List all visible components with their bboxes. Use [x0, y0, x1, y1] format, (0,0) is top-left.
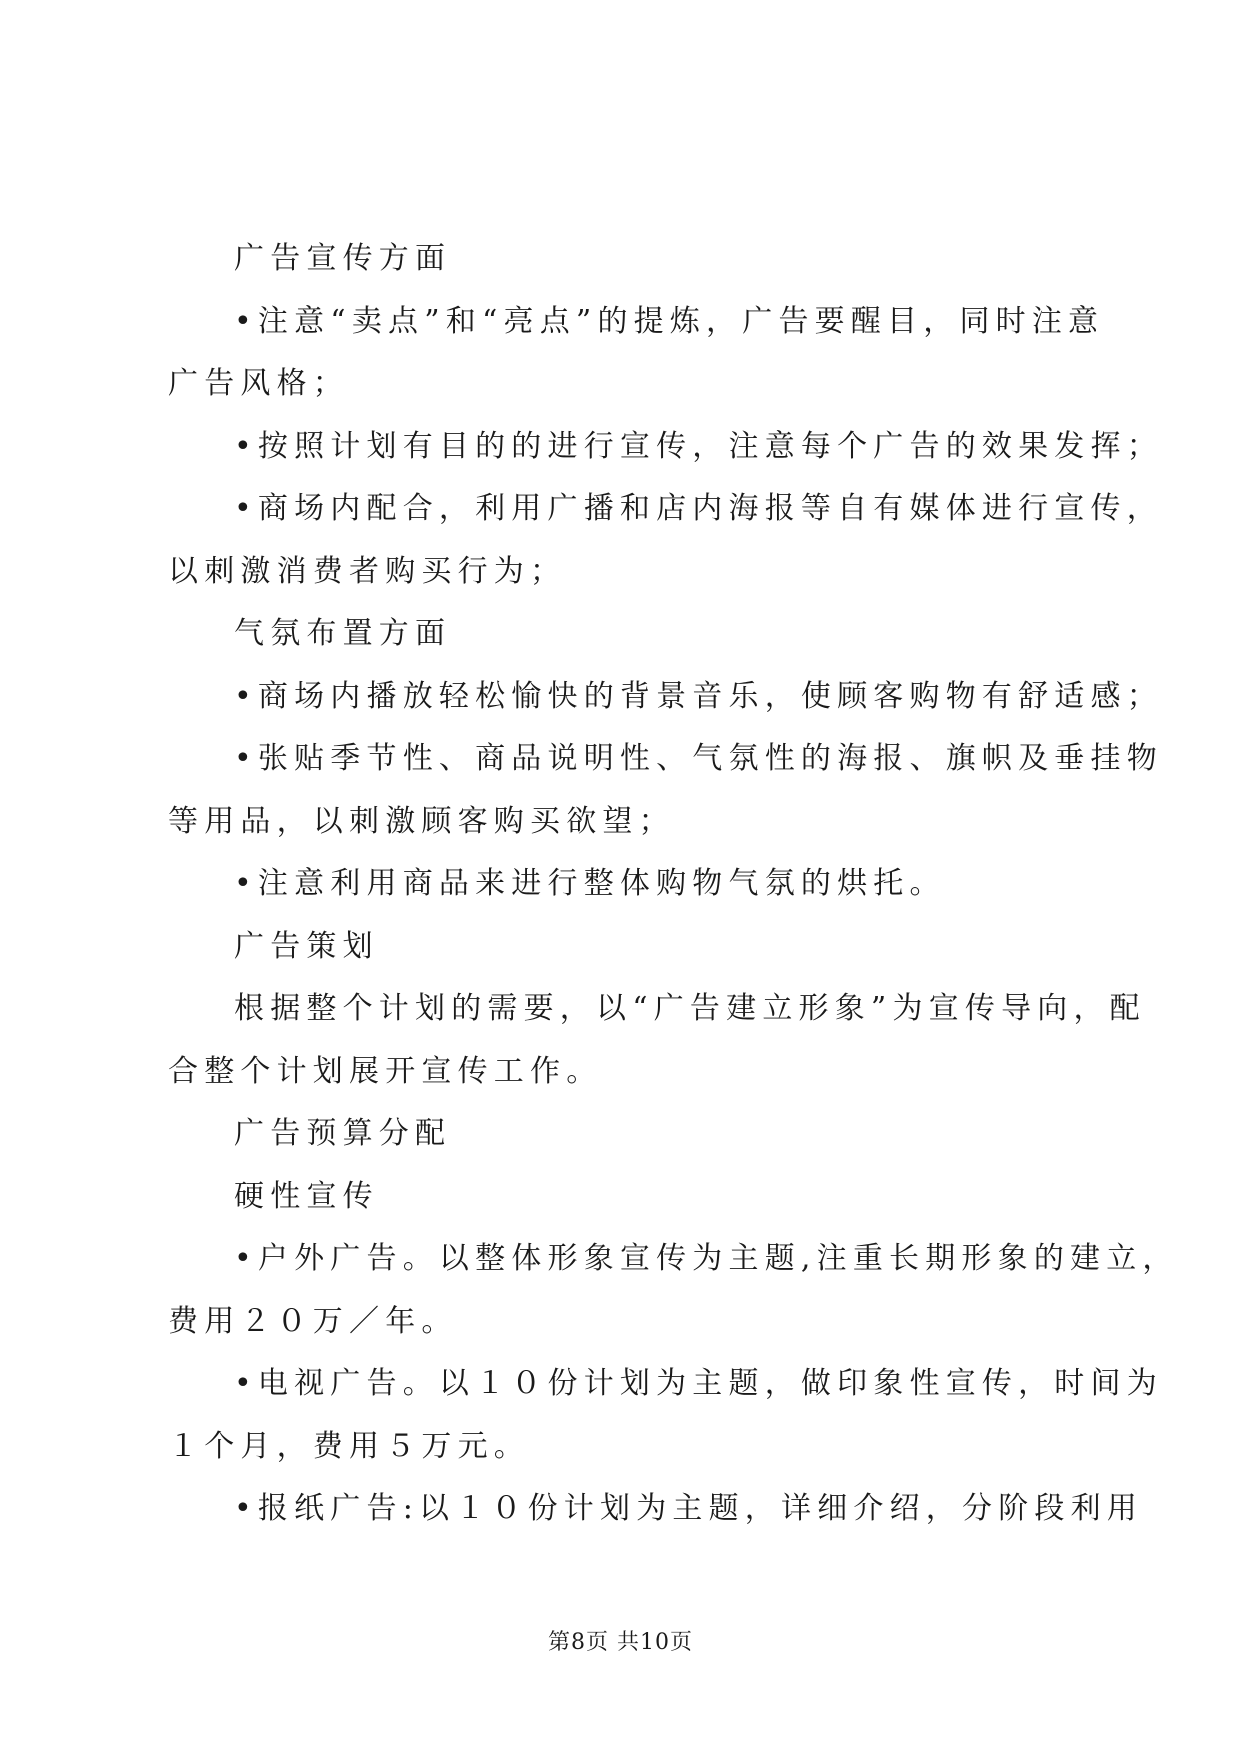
text-line: 等用品，以刺激顾客购买欲望；	[168, 803, 675, 839]
page-footer: 第8页 共10页	[548, 1630, 693, 1655]
text-line: 广告预算分配	[234, 1116, 452, 1151]
document-body	[168, 228, 1179, 1541]
text-line: •商场内播放轻松愉快的背景音乐，使顾客购物有舒适感；	[234, 678, 1163, 714]
text-line: 广告风格；	[168, 366, 349, 401]
text-line: •注意利用商品来进行整体购物气氛的烘托。	[234, 866, 946, 901]
text-line: 广告宣传方面	[234, 241, 452, 276]
text-line: 广告策划	[234, 928, 379, 964]
text-line: １个月，费用５万元。	[168, 1428, 530, 1464]
text-line: 合整个计划展开宣传工作。	[168, 1053, 603, 1089]
text-line: •电视广告。以１０份计划为主题，做印象性宣传，时间为	[234, 1366, 1163, 1401]
text-line: 费用２０万／年。	[168, 1303, 458, 1339]
text-line: •张贴季节性、商品说明性、气氛性的海报、旗帜及垂挂物	[234, 741, 1163, 776]
text-line: •按照计划有目的的进行宣传，注意每个广告的效果发挥；	[234, 428, 1163, 464]
text-line: 硬性宣传	[234, 1178, 379, 1214]
text-line: •注意“卖点”和“亮点”的提炼，广告要醒目，同时注意	[234, 303, 1105, 339]
text-line: 以刺激消费者购买行为；	[168, 553, 567, 589]
text-line: •商场内配合，利用广播和店内海报等自有媒体进行宣传，	[234, 491, 1163, 526]
text-line: 气氛布置方面	[234, 616, 452, 651]
text-line: 根据整个计划的需要，以“广告建立形象”为宣传导向，配	[234, 991, 1146, 1026]
text-line: •报纸广告:以１０份计划为主题，详细介绍，分阶段利用	[234, 1491, 1144, 1526]
text-line: •户外广告。以整体形象宣传为主题,注重长期形象的建立，	[234, 1241, 1179, 1276]
